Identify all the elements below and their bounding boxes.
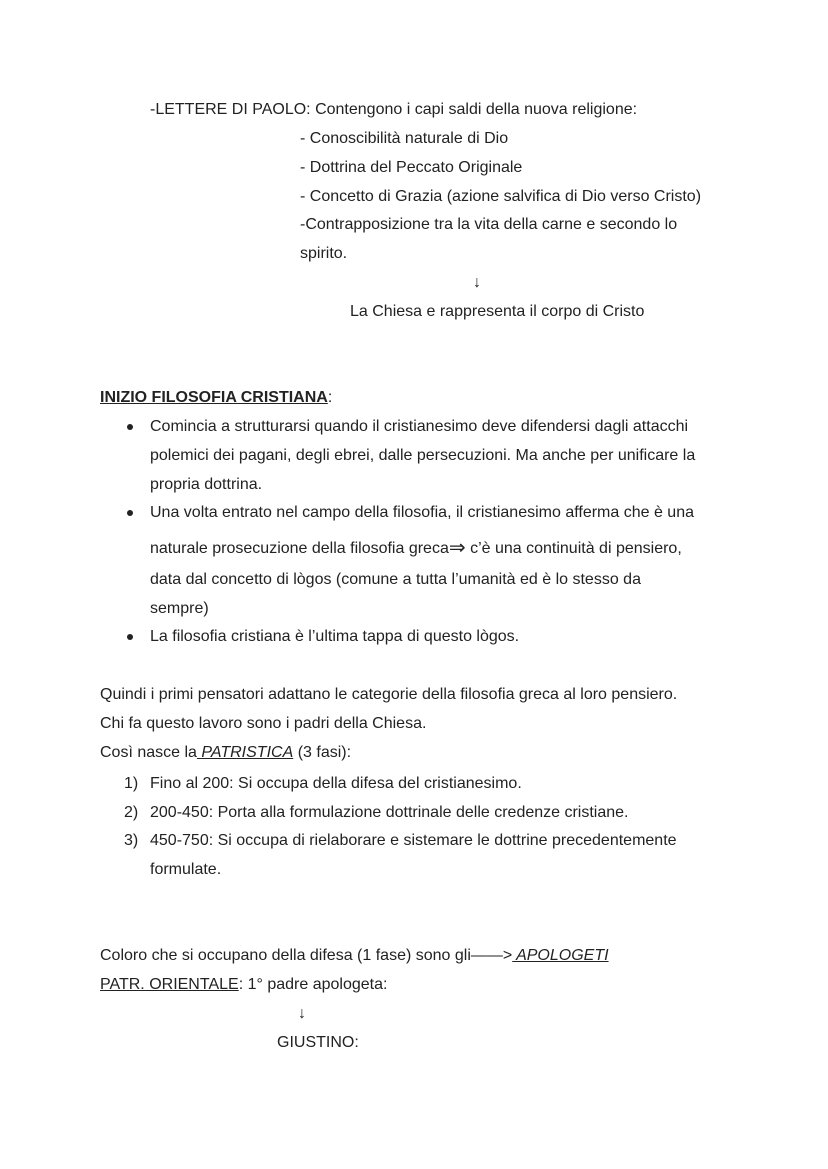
list-item: Fino al 200: Si occupa della difesa del cristianesimo. — [150, 775, 522, 792]
giustino-label: GIUSTINO: — [277, 1034, 359, 1051]
paolo-item: - Conoscibilità naturale di Dio — [300, 130, 509, 147]
paragraph-part: Così nasce la — [100, 744, 197, 761]
patr-orientale-label: PATR. ORIENTALE — [100, 976, 239, 993]
bullet-line: Una volta entrato nel campo della filosofia, il cristianesimo afferma che è una — [150, 504, 694, 521]
paolo-item: - Concetto di Grazia (azione salvifica di Dio verso Cristo) — [300, 188, 702, 205]
paragraph-part: : 1° padre apologeta: — [238, 976, 388, 993]
bullet-icon — [127, 510, 133, 516]
paolo-item: spirito. — [300, 245, 348, 262]
list-item: 450-750: Si occupa di rielaborare e sistemare le dottrine precedentemente — [150, 832, 677, 849]
list-number: 3) — [124, 832, 139, 849]
bullet-line-part: c’è una continuità di pensiero, — [465, 540, 682, 557]
paolo-item: - Dottrina del Peccato Originale — [300, 159, 523, 176]
paragraph-part: Coloro che si occupano della difesa (1 fase) sono gli——> — [100, 947, 513, 964]
paragraph-part: (3 fasi): — [293, 744, 352, 761]
paragraph-line: Chi fa questo lavoro sono i padri della Chiesa. — [100, 715, 427, 732]
list-number: 1) — [124, 775, 139, 792]
paragraph-line — [100, 743, 351, 763]
paolo-item: -Contrapposizione tra la vita della carne e secondo lo — [300, 216, 678, 233]
list-number: 2) — [124, 804, 139, 821]
bullet-line-part: naturale prosecuzione della filosofia greca — [150, 540, 449, 557]
section-heading — [100, 388, 332, 408]
heading-text: INIZIO FILOSOFIA CRISTIANA — [100, 389, 328, 406]
down-arrow-icon: ↓ — [473, 274, 481, 291]
double-arrow-icon: ⇒ — [448, 537, 466, 559]
heading-colon: : — [327, 389, 333, 406]
paragraph-line — [100, 975, 387, 995]
bullet-icon — [127, 634, 133, 640]
paragraph-line — [100, 946, 609, 966]
bullet-line: polemici dei pagani, degli ebrei, dalle persecuzioni. Ma anche per unificare la — [150, 447, 696, 464]
apologeti-term: APOLOGETI — [512, 947, 609, 964]
patristica-term: PATRISTICA — [196, 744, 294, 761]
paragraph-line: Quindi i primi pensatori adattano le categorie della filosofia greca al loro pensiero. — [100, 686, 678, 703]
list-item-continued: formulate. — [150, 861, 222, 878]
bullet-line: La filosofia cristiana è l’ultima tappa di questo lògos. — [150, 628, 520, 645]
bullet-line — [150, 537, 682, 559]
bullet-line: propria dottrina. — [150, 476, 263, 493]
bullet-line: sempre) — [150, 600, 209, 617]
bullet-icon — [127, 424, 133, 430]
paolo-header: -LETTERE DI PAOLO: Contengono i capi saldi della nuova religione: — [150, 101, 638, 118]
paolo-conclusion: La Chiesa e rappresenta il corpo di Cristo — [350, 303, 645, 320]
down-arrow-icon: ↓ — [298, 1005, 306, 1022]
bullet-line: Comincia a strutturarsi quando il cristianesimo deve difendersi dagli attacchi — [150, 418, 689, 435]
list-item: 200-450: Porta alla formulazione dottrinale delle credenze cristiane. — [150, 804, 629, 821]
bullet-line: data dal concetto di lògos (comune a tutta l’umanità ed è lo stesso da — [150, 571, 641, 588]
